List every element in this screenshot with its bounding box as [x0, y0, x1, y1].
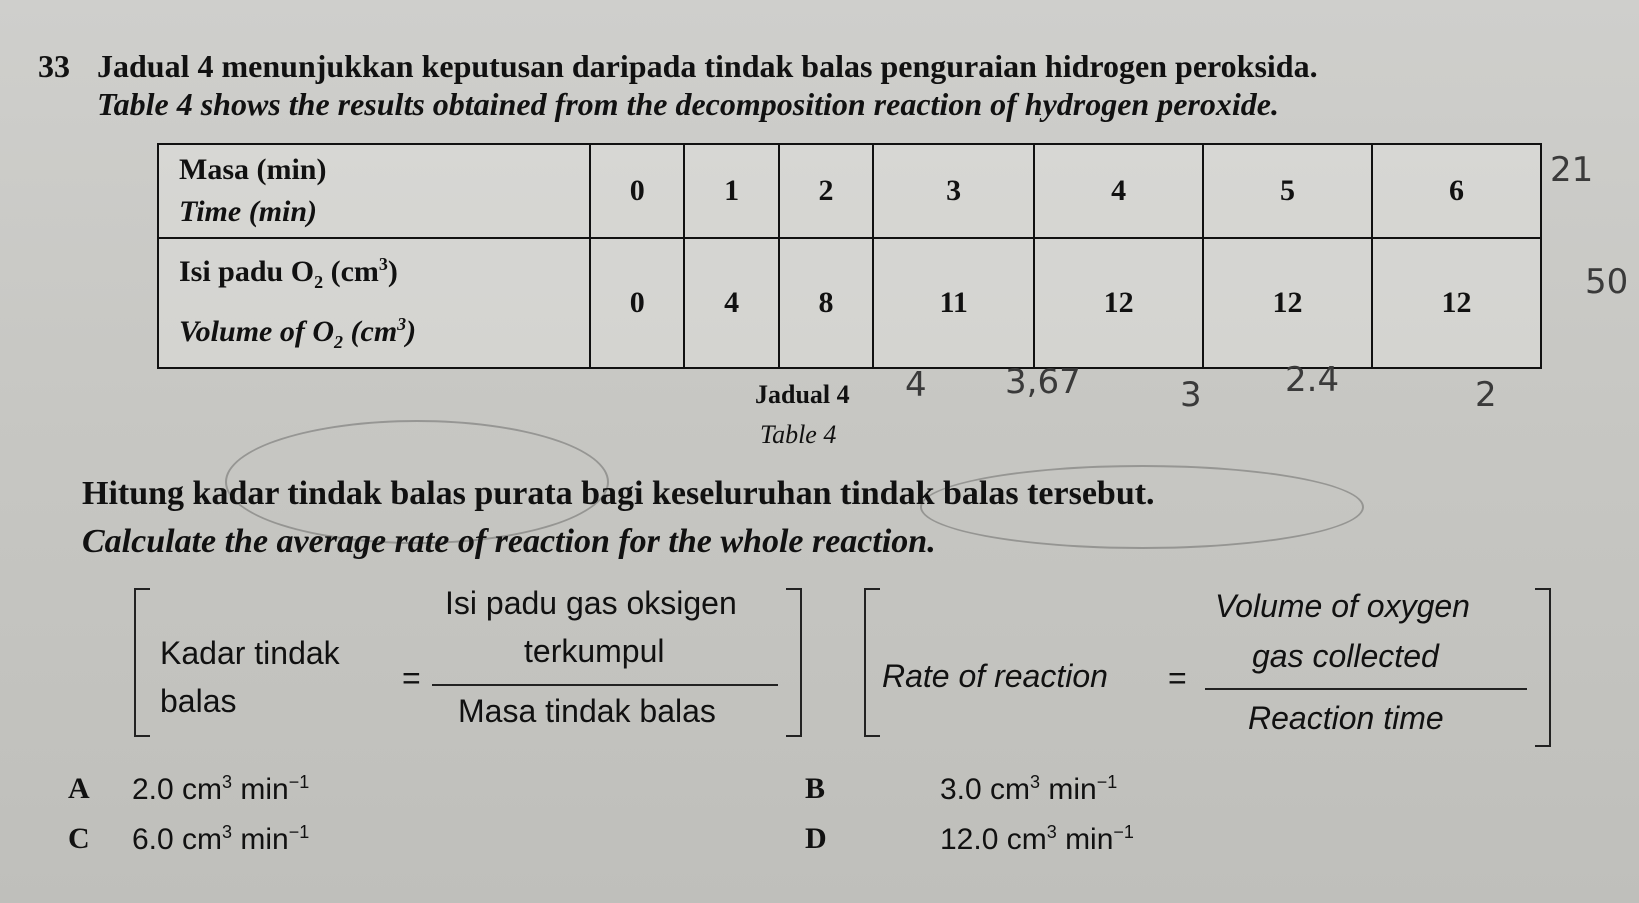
- time-cell: 2: [779, 144, 873, 238]
- volume-cell: 0: [590, 238, 684, 368]
- formula-equals: =: [402, 660, 421, 696]
- instruction-malay: Hitung kadar tindak balas purata bagi keseluruhan tindak balas tersebut.: [82, 475, 1155, 512]
- formula-lhs-line1: Kadar tindak: [160, 635, 340, 671]
- time-cell: 1: [684, 144, 778, 238]
- option-c-letter: C: [68, 822, 90, 855]
- formula-numerator-line1: Volume of oxygen: [1215, 588, 1470, 624]
- option-a-value[interactable]: 2.0 $cm^3$ $\min^{-1}$: [132, 772, 310, 806]
- time-cell: 4: [1034, 144, 1203, 238]
- option-b-letter: B: [805, 772, 826, 805]
- question-number: 33: [38, 48, 70, 84]
- option-d-value[interactable]: 12.0 $cm^3$ $\min^{-1}$: [940, 822, 1134, 856]
- time-label-malay: Masa (min): [179, 153, 327, 186]
- option-c-value[interactable]: 6.0 $cm^3$ $\min^{-1}$: [132, 822, 310, 856]
- volume-cell: 8: [779, 238, 873, 368]
- handwritten-note: 3,67: [1005, 362, 1081, 402]
- volume-cell: 4: [684, 238, 778, 368]
- handwritten-note: 2.4: [1285, 360, 1340, 400]
- table-row-time: [158, 144, 1541, 238]
- handwritten-note: 21: [1550, 150, 1594, 190]
- row-header-volume: [158, 238, 590, 368]
- handwritten-note: 50: [1585, 262, 1629, 302]
- formula-denominator: Reaction time: [1248, 700, 1444, 736]
- time-cell: 0: [590, 144, 684, 238]
- time-label-english: Time (min): [179, 195, 318, 228]
- formula-lhs: Rate of reaction: [882, 658, 1108, 694]
- handwritten-note: 3: [1180, 375, 1202, 415]
- volume-cell: 12: [1203, 238, 1372, 368]
- formula-bracket-left: [864, 588, 880, 737]
- formula-lhs-line2: balas: [160, 683, 237, 719]
- formula-numerator-line1: Isi padu gas oksigen: [445, 585, 737, 621]
- table-caption-malay: Jadual 4: [755, 380, 850, 409]
- table-row-volume: [158, 238, 1541, 368]
- row-header-time: [158, 144, 590, 238]
- question-text-malay: Jadual 4 menunjukkan keputusan daripada tindak balas penguraian hidrogen peroksida.: [97, 48, 1318, 84]
- question-text-english: Table 4 shows the results obtained from the decomposition reaction of hydrogen peroxide.: [97, 86, 1279, 122]
- fraction-bar: [432, 684, 778, 686]
- volume-cell: 12: [1034, 238, 1203, 368]
- volume-label-english: Volume of $O_2$ $(cm^3)$: [179, 314, 417, 352]
- volume-cell: 12: [1372, 238, 1541, 368]
- formula-numerator-line2: terkumpul: [524, 633, 665, 669]
- formula-denominator: Masa tindak balas: [458, 693, 716, 729]
- formula-bracket-right: [786, 588, 802, 737]
- option-a-letter: A: [68, 772, 90, 805]
- handwritten-note: 4: [905, 365, 927, 405]
- formula-bracket-left: [134, 588, 150, 737]
- formula-numerator-line2: gas collected: [1252, 638, 1439, 674]
- table-caption-english: Table 4: [760, 420, 837, 449]
- time-cell: 6: [1372, 144, 1541, 238]
- volume-cell: 11: [873, 238, 1034, 368]
- time-cell: 3: [873, 144, 1034, 238]
- option-b-value[interactable]: 3.0 $cm^3$ $\min^{-1}$: [940, 772, 1118, 806]
- results-table: [157, 143, 1542, 369]
- time-cell: 5: [1203, 144, 1372, 238]
- handwritten-note: 2: [1475, 375, 1497, 415]
- formula-bracket-right: [1535, 588, 1551, 747]
- formula-equals: =: [1168, 660, 1187, 696]
- volume-label-malay: Isi padu $O_2$ $(cm^3)$: [179, 254, 398, 292]
- option-d-letter: D: [805, 822, 827, 855]
- fraction-bar: [1205, 688, 1527, 690]
- instruction-english: Calculate the average rate of reaction for the whole reaction.: [82, 523, 936, 560]
